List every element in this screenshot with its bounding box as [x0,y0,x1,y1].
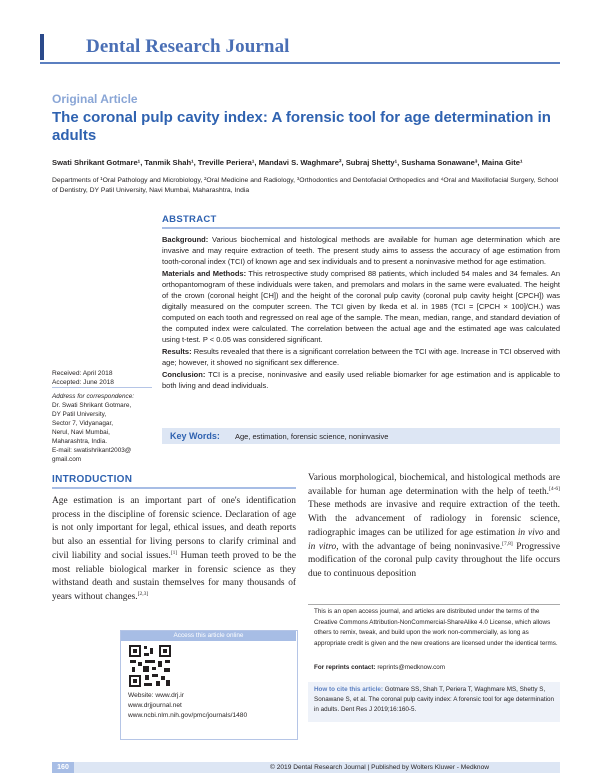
qr-code-icon[interactable] [128,644,172,688]
reprints-email[interactable]: reprints@medknow.com [377,664,445,671]
intro-italic: in vitro [308,541,337,552]
intro-text: Age estimation is an important part of one's identification process in the discipline of forensic science. Declaration of age is not only important for legal, ethical issues, and death reports but also an essential for living persons to clarify criminal and civil liability and social issues. [52,496,296,561]
accepted-date: Accepted: June 2018 [52,379,114,386]
cite-label: How to cite this article: [314,686,383,693]
correspondence-label: Address for correspondence: [52,393,135,400]
correspondence-line: Nerul, Navi Mumbai, [52,429,110,436]
introduction-rule [52,487,296,489]
page-number: 160 [52,762,74,773]
abstract-methods [162,268,560,345]
keywords-label: Key Words: [170,431,220,441]
reprints-label: For reprints contact: [314,664,376,671]
intro-italic: in vivo [517,527,544,538]
results-text: Results revealed that there is a significant correlation between the TCI with age. Increase in TCI observed with age; however, it showed no significant sex difference. [162,347,560,367]
background-label: Background: [162,235,209,244]
intro-text: and [543,527,560,538]
citation-ref[interactable]: [1] [170,549,178,556]
intro-text: Various morphological, biochemical, and histological methods are available for human age determination with the help of teeth. [308,473,560,497]
citation-ref[interactable]: [2,3] [137,590,149,597]
citation-ref[interactable]: [4-6] [549,485,560,492]
abstract-background [162,234,560,267]
abstract-results [162,346,560,368]
citation-ref[interactable]: [7,8] [502,540,513,547]
abstract-rule [162,227,560,229]
article-dates [52,369,114,387]
methods-text: This retrospective study comprised 88 patients, which included 54 males and 34 females. An orthopantomogram of these individuals were taken, and premolars and molars in the same were evaluated. The height of the crown (coronal height [CH]) and the height of the coronal pulp cavity (coronal pulp cavity height [CPCH]) was digitally measured on the computer screen. The TCI given by Ikeda et al. in 1985 (TCI = [CPCH × 100]/CH.) was computed on each tooth and regressed on real age of the sample. The mean, median, range, and standard deviation of the computed index were calculated. The correlation between the actual age and the estimated age was calculated using t-test. P < 0.05 was considered significant. [162,269,560,344]
cite-text: Gotmare SS, Shah T, Periera T, Waghmare MS, Shetty S, Sonawane S, et al. The coronal pulp cavity index: A forensic tool for age determination in adults. Dent Res J 2019;16:160-5. [314,686,555,713]
methods-label: Materials and Methods: [162,269,247,278]
correspondence-line: Dr. Swati Shrikant Gotmare, [52,402,132,409]
intro-text: Human teeth proved to be the most reliable biological marker in forensic science as they withstand death and sustain themselves for many thousands of years without changes. [52,550,296,602]
intro-paragraph [308,472,560,582]
correspondence-line: Maharashtra, India. [52,438,108,445]
intro-text: Progressive modification of the coronal pulp cavity throughout the life occurs due to continuous deposition [308,541,560,579]
article-type: Original Article [52,92,138,106]
website-link[interactable]: www.ncbi.nlm.nih.gov/pmc/journals/1480 [128,712,248,719]
keywords-text: Age, estimation, forensic science, noninvasive [235,432,389,441]
cite-block [314,685,556,715]
access-heading: Access this article online [121,631,296,641]
correspondence-block [52,392,152,464]
intro-paragraph [52,495,296,605]
background-text: Various biochemical and histological methods are available for human age determination which are invasive and may require extraction of teeth. The present study aims to assess the accuracy of age estimation from tooth-coronal index (TCI) of known age and sex individuals and to present a noninvasive method for age estimation. [162,235,560,266]
header-rule [40,62,560,64]
abstract-body [162,234,560,392]
correspondence-line: DY Patil University, [52,411,107,418]
open-access-rule [308,604,560,605]
intro-text: , with the advantage of being noninvasive. [336,541,503,552]
received-date: Received: April 2018 [52,370,113,377]
correspondence-rule [52,387,152,388]
correspondence-email[interactable]: gmail.com [52,456,82,463]
correspondence-email[interactable]: E-mail: swatishrikant2003@ [52,447,132,454]
website-link[interactable]: www.drjjournal.net [128,702,182,709]
article-title: The coronal pulp cavity index: A forensic tool for age determination in adults [52,109,551,144]
website-link[interactable]: Website: www.drj.ir [128,692,184,699]
journal-title: Dental Research Journal [86,36,290,57]
reprints-line [314,664,445,671]
conclusion-text: TCI is a precise, noninvasive and easily used reliable biomarker for age estimation and is applicable to both living and dead individuals. [162,370,561,390]
abstract-conclusion [162,369,560,391]
affiliations: Departments of ¹Oral Pathology and Microbiology, ²Oral Medicine and Radiology, ³Orthodontics and Dentofacial Orthopedics and ⁴Oral and Maxillofacial Surgery, School of Dentistry, DY Patil University, Navi Mumbai, Maharashtra, India [52,177,559,194]
intro-column-left [52,495,296,605]
intro-text: These methods are invasive and require extraction of the teeth. With the advancement of radiology in forensic science, radiographic images can be utilized for age estimation [308,500,560,538]
conclusion-label: Conclusion: [162,370,206,379]
results-label: Results: [162,347,192,356]
introduction-heading: INTRODUCTION [52,474,133,485]
open-access-notice: This is an open access journal, and articles are distributed under the terms of the Creative Commons Attribution-NonCommercial-ShareAlike 4.0 License, which allows others to remix, tweak, and build upon the work non-commercially, as long as appropriate credit is given and the new creations are licensed under the identical terms. [314,608,558,647]
abstract-heading: ABSTRACT [162,214,217,225]
header-accent-bar [40,34,44,60]
footer-copyright: © 2019 Dental Research Journal | Published by Wolters Kluwer - Medknow [270,764,490,771]
intro-column-right [308,472,560,582]
correspondence-line: Sector 7, Vidyanagar, [52,420,113,427]
author-list: Swati Shrikant Gotmare¹, Tanmik Shah¹, Treville Periera¹, Mandavi S. Waghmare², Subraj Shetty¹, Sushama Sonawane³, Maina Gite¹ [52,158,523,167]
